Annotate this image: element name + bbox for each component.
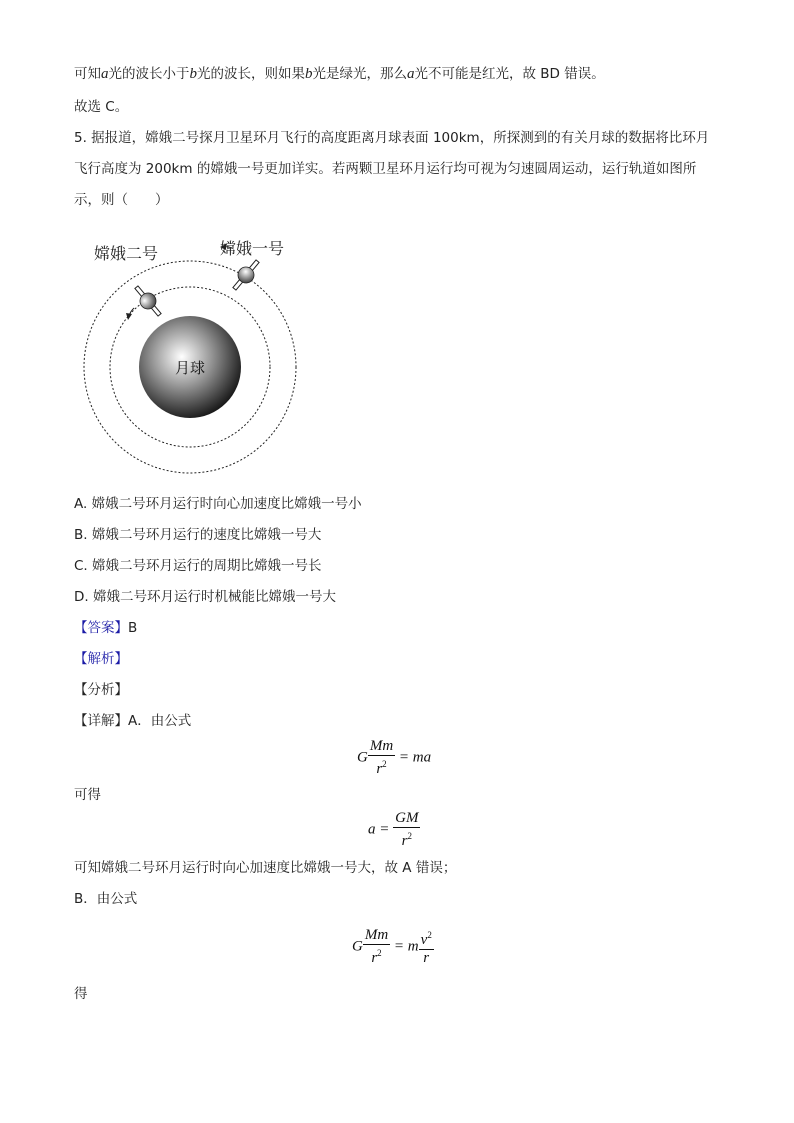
formula-gravity-centripetal: G $\frac{Mm}{r^2}$ = ma [357,738,432,777]
b-line: B．由公式 [74,891,138,907]
option-a: A. 嫦娥二号环月运行时向心加速度比嫦娥一号小 [74,496,362,512]
formula-acceleration: a = $\frac{GM}{r^2}$ [368,810,419,849]
question-line-3: 示，则（ ） [74,192,169,208]
question-line-1: 5. 据报道，嫦娥二号探月卫星环月飞行的高度距离月球表面 100km，所探测到的有关月球的数据将比环月 [74,130,710,146]
change-2-arrowhead [126,313,132,320]
change-2-satellite [130,282,165,320]
de-line: 得 [74,986,88,1002]
xiangjie-tag: 【详解】 [74,713,128,729]
answer-line [74,618,137,638]
question-line-2: 飞行高度为 200km 的嫦娥一号更加详实。若两颗卫星环月运行均可视为匀速圆周运动，运行轨道如图所 [74,161,697,177]
kede-line: 可得 [74,787,101,803]
moon-label: 月球 [174,359,206,377]
change-2-label: 嫦娥二号 [94,244,159,263]
fenxi-tag: 【分析】 [74,682,128,698]
xiangjie-line [74,711,191,731]
orbit-figure [82,230,312,480]
change-1-satellite [228,256,263,294]
prev-line-1: 可知a光的波长小于b光的波长，则如果b光是绿光，那么a光不可能是红光，故 BD 错误。 [74,66,605,82]
answer-tag: 【答案】 [74,620,128,636]
answer-value: B [128,620,138,636]
jiexi-tag: 【解析】 [74,651,128,667]
prev-line-2: 故选 C。 [74,99,129,115]
conclusion-a: 可知嫦娥二号环月运行时向心加速度比嫦娥一号大，故 A 错误； [74,860,457,876]
option-c: C. 嫦娥二号环月运行的周期比嫦娥一号长 [74,558,322,574]
option-b: B. 嫦娥二号环月运行的速度比嫦娥一号大 [74,527,322,543]
option-d: D. 嫦娥二号环月运行时机械能比嫦娥一号大 [74,589,336,605]
xiangjie-text: A．由公式 [128,713,192,729]
formula-gravity-velocity: G $\frac{Mm}{r^2}$ = m $\frac{v^2}{r}$ [352,927,432,966]
change-1-label: 嫦娥一号 [220,239,285,258]
